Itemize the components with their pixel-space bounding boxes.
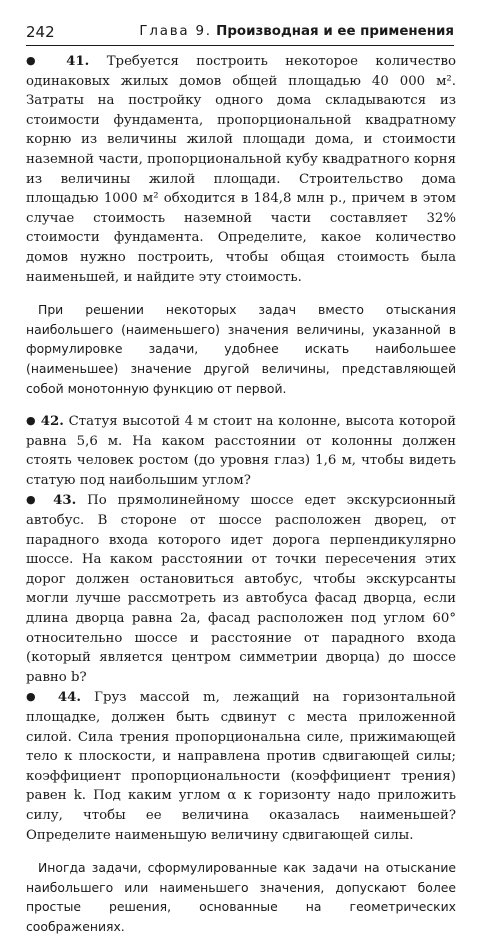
problem-number: 44.	[57, 690, 81, 706]
problem-text: Требуется построить некоторое количество одинаковых жилых домов общей площадью 40 000 м². Затраты на постройку одного дома складываются из стоимости фундамента, пропорциональной квадратному корню из величины жилой площади дома, и стоимости наземной части, пропорциональной кубу квадратного корня из величины жилой площади. Строительство дома площадью 1000 м² обходится в 184,8 млн р., причем в этом случае стоимость наземной части составляет 32% стоимости фундамента. Определите, какое количество домов нужно построить, чтобы общая стоимость была наименьшей, и найдите эту стоимость.	[26, 54, 456, 285]
problem-number: 41.	[66, 54, 90, 69]
page-number: 242	[26, 23, 55, 41]
page-body	[26, 51, 456, 937]
method-note: При решении некоторых задач вместо отыскания наибольшего (наименьшего) значения величины, указанной в формулировке задачи, удобнее искать наибольшее (наименьшее) значение другой величины, представляющей собой монотонную функцию от первой.	[26, 302, 456, 396]
chapter-title: Производная и ее применения	[216, 24, 454, 39]
method-note: Иногда задачи, сформулированные как задачи на отыскание наибольшего или наименьшего значения, допускают более простые решения, основанные на геометрических соображениях.	[26, 860, 456, 934]
problem-43	[26, 490, 456, 687]
page-header	[26, 23, 454, 46]
bullet-icon: ●	[26, 493, 43, 507]
bullet-icon: ●	[26, 690, 45, 704]
problem-text: Груз массой m, лежащий на горизонтальной площадке, должен быть сдвинут с места приложенной силой. Сила трения пропорциональна силе, прижимающей тело к плоскости, и направлена против сдвигающей силы; коэффициент пропорциональности (коэффициент трения) равен k. Под каким углом α к горизонту надо приложить силу, чтобы ее величина оказалась наименьшей? Определите наименьшую величину сдвигающей силы.	[26, 690, 456, 843]
problem-text: По прямолинейному шоссе едет экскурсионный автобус. В стороне от шоссе расположен дворец, от парадного входа которого идет дорога перпендикулярно шоссе. На каком расстоянии от точки пересечения этих дорог должен остановиться автобус, чтобы экскурсанты могли лучше рассмотреть из автобуса фасад дворца, если длина дворца равна 2a, фасад расположен под углом 60° относительно шоссе и расстояние от парадного входа (который является центром симметрии дворца) до шоссе равно b?	[26, 493, 456, 685]
problem-number: 42.	[40, 414, 64, 430]
problem-42	[26, 411, 456, 490]
running-head	[139, 24, 454, 39]
chapter-label: Глава 9.	[139, 24, 212, 39]
problem-41	[26, 51, 456, 287]
problem-text: Статуя высотой 4 м стоит на колонне, высота которой равна 5,6 м. На каком расстоянии от колонны должен стоять человек ростом (до уровня глаз) 1,6 м, чтобы видеть статую под наибольшим углом?	[26, 414, 457, 488]
problem-44	[26, 687, 456, 845]
problem-number: 43.	[53, 493, 77, 509]
bullet-icon: ●	[26, 414, 37, 428]
bullet-icon: ●	[26, 54, 49, 67]
